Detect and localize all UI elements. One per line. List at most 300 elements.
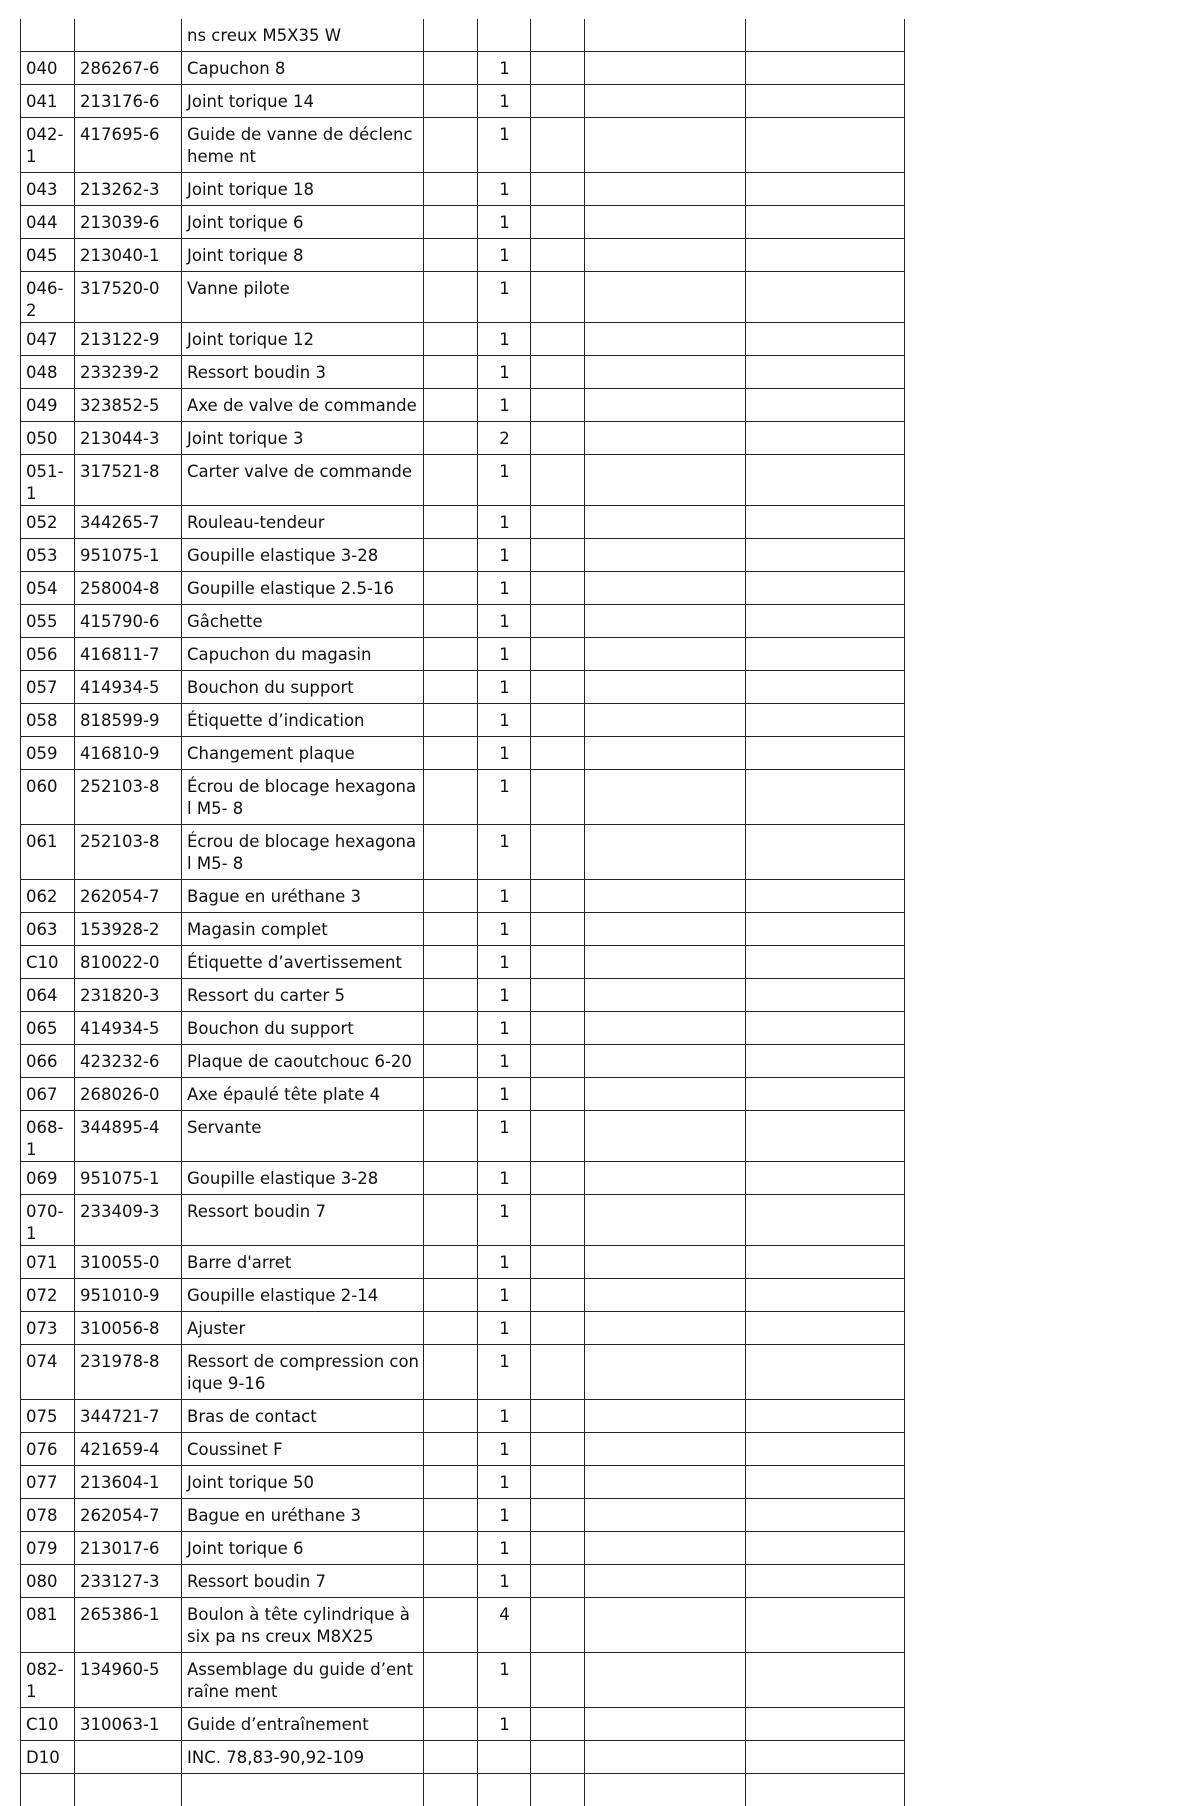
table-row	[21, 1774, 905, 1806]
quantity-cell	[478, 1774, 531, 1806]
empty-cell	[746, 422, 905, 455]
empty-cell	[424, 1279, 478, 1312]
part-number-cell: 810022-0	[75, 946, 182, 979]
table-row	[21, 1708, 905, 1741]
empty-cell	[424, 946, 478, 979]
empty-cell	[424, 206, 478, 239]
item-number-cell: 053	[21, 539, 75, 572]
table-row	[21, 323, 905, 356]
quantity-cell: 1	[478, 455, 531, 506]
empty-cell	[424, 1774, 478, 1806]
part-number-cell: 951075-1	[75, 539, 182, 572]
empty-cell	[531, 1774, 585, 1806]
item-number-cell: 046-2	[21, 272, 75, 323]
part-number-cell: 417695-6	[75, 118, 182, 173]
empty-cell	[746, 1111, 905, 1162]
table-row	[21, 1279, 905, 1312]
description-cell: Plaque de caoutchouc 6-20	[182, 1045, 424, 1078]
table-row	[21, 704, 905, 737]
parts-list-table	[20, 19, 905, 1806]
empty-cell	[531, 85, 585, 118]
table-row	[21, 272, 905, 323]
empty-cell	[531, 239, 585, 272]
description-cell: Ressort boudin 3	[182, 356, 424, 389]
part-number-cell: 262054-7	[75, 1499, 182, 1532]
quantity-cell: 1	[478, 1653, 531, 1708]
empty-cell	[746, 1246, 905, 1279]
description-cell: Joint torique 12	[182, 323, 424, 356]
description-cell: Guide de vanne de déclencheme nt	[182, 118, 424, 173]
empty-cell	[424, 1653, 478, 1708]
description-cell: Bague en uréthane 3	[182, 880, 424, 913]
empty-cell	[746, 1653, 905, 1708]
description-cell	[182, 1774, 424, 1806]
empty-cell	[746, 1708, 905, 1741]
quantity-cell: 1	[478, 1433, 531, 1466]
empty-cell	[585, 704, 746, 737]
empty-cell	[746, 605, 905, 638]
quantity-cell: 1	[478, 638, 531, 671]
empty-cell	[424, 173, 478, 206]
item-number-cell: 070-1	[21, 1195, 75, 1246]
empty-cell	[585, 272, 746, 323]
empty-cell	[746, 825, 905, 880]
quantity-cell: 1	[478, 118, 531, 173]
empty-cell	[424, 1111, 478, 1162]
quantity-cell: 1	[478, 52, 531, 85]
quantity-cell: 1	[478, 1078, 531, 1111]
empty-cell	[746, 671, 905, 704]
part-number-cell: 213044-3	[75, 422, 182, 455]
empty-cell	[585, 239, 746, 272]
item-number-cell	[21, 1774, 75, 1806]
description-cell: Vanne pilote	[182, 272, 424, 323]
description-cell: Bras de contact	[182, 1400, 424, 1433]
part-number-cell: 213017-6	[75, 1532, 182, 1565]
empty-cell	[585, 1012, 746, 1045]
empty-cell	[585, 1195, 746, 1246]
description-cell: Étiquette d’avertissement	[182, 946, 424, 979]
empty-cell	[585, 1312, 746, 1345]
part-number-cell: 265386-1	[75, 1598, 182, 1653]
quantity-cell: 2	[478, 422, 531, 455]
table-row	[21, 825, 905, 880]
empty-cell	[424, 1400, 478, 1433]
empty-cell	[424, 389, 478, 422]
table-row	[21, 539, 905, 572]
description-cell: Axe épaulé tête plate 4	[182, 1078, 424, 1111]
quantity-cell: 1	[478, 671, 531, 704]
table-row	[21, 173, 905, 206]
quantity-cell: 1	[478, 539, 531, 572]
part-number-cell: 951010-9	[75, 1279, 182, 1312]
empty-cell	[424, 825, 478, 880]
table-row	[21, 239, 905, 272]
empty-cell	[424, 85, 478, 118]
part-number-cell: 213262-3	[75, 173, 182, 206]
empty-cell	[531, 19, 585, 52]
empty-cell	[585, 506, 746, 539]
empty-cell	[585, 52, 746, 85]
quantity-cell	[478, 19, 531, 52]
description-cell: Rouleau-tendeur	[182, 506, 424, 539]
empty-cell	[585, 1532, 746, 1565]
part-number-cell: 213039-6	[75, 206, 182, 239]
quantity-cell	[478, 1741, 531, 1774]
table-row	[21, 422, 905, 455]
empty-cell	[424, 1012, 478, 1045]
item-number-cell: C10	[21, 1708, 75, 1741]
empty-cell	[531, 946, 585, 979]
empty-cell	[585, 1045, 746, 1078]
item-number-cell: 080	[21, 1565, 75, 1598]
empty-cell	[531, 1111, 585, 1162]
empty-cell	[424, 671, 478, 704]
part-number-cell: 258004-8	[75, 572, 182, 605]
empty-cell	[531, 1078, 585, 1111]
empty-cell	[424, 455, 478, 506]
empty-cell	[585, 572, 746, 605]
quantity-cell: 1	[478, 704, 531, 737]
empty-cell	[746, 173, 905, 206]
part-number-cell: 423232-6	[75, 1045, 182, 1078]
empty-cell	[746, 1774, 905, 1806]
empty-cell	[585, 1279, 746, 1312]
item-number-cell: 073	[21, 1312, 75, 1345]
description-cell: Écrou de blocage hexagonal M5- 8	[182, 825, 424, 880]
empty-cell	[746, 770, 905, 825]
empty-cell	[531, 1499, 585, 1532]
empty-cell	[746, 1195, 905, 1246]
table-row	[21, 572, 905, 605]
quantity-cell: 1	[478, 1279, 531, 1312]
description-cell: Goupille elastique 2.5-16	[182, 572, 424, 605]
table-row	[21, 1499, 905, 1532]
quantity-cell: 1	[478, 605, 531, 638]
table-row	[21, 1312, 905, 1345]
empty-cell	[746, 85, 905, 118]
part-number-cell: 344895-4	[75, 1111, 182, 1162]
empty-cell	[531, 1162, 585, 1195]
item-number-cell: 044	[21, 206, 75, 239]
empty-cell	[746, 638, 905, 671]
empty-cell	[531, 52, 585, 85]
part-number-cell: 252103-8	[75, 770, 182, 825]
description-cell: Ressort boudin 7	[182, 1565, 424, 1598]
quantity-cell: 1	[478, 1246, 531, 1279]
empty-cell	[424, 422, 478, 455]
table-row	[21, 605, 905, 638]
empty-cell	[746, 1565, 905, 1598]
quantity-cell: 1	[478, 825, 531, 880]
description-cell: Ajuster	[182, 1312, 424, 1345]
empty-cell	[585, 605, 746, 638]
description-cell: Bouchon du support	[182, 1012, 424, 1045]
item-number-cell: C10	[21, 946, 75, 979]
empty-cell	[746, 1499, 905, 1532]
empty-cell	[746, 880, 905, 913]
empty-cell	[424, 1708, 478, 1741]
table-row	[21, 389, 905, 422]
item-number-cell: 082-1	[21, 1653, 75, 1708]
table-row	[21, 913, 905, 946]
description-cell: Bouchon du support	[182, 671, 424, 704]
empty-cell	[531, 770, 585, 825]
empty-cell	[585, 1565, 746, 1598]
item-number-cell: 051-1	[21, 455, 75, 506]
quantity-cell: 1	[478, 85, 531, 118]
empty-cell	[531, 1279, 585, 1312]
part-number-cell: 233127-3	[75, 1565, 182, 1598]
part-number-cell: 252103-8	[75, 825, 182, 880]
empty-cell	[585, 118, 746, 173]
quantity-cell: 1	[478, 1162, 531, 1195]
part-number-cell: 262054-7	[75, 880, 182, 913]
description-cell: Capuchon du magasin	[182, 638, 424, 671]
quantity-cell: 1	[478, 979, 531, 1012]
part-number-cell: 414934-5	[75, 671, 182, 704]
table-row	[21, 1162, 905, 1195]
empty-cell	[424, 1078, 478, 1111]
quantity-cell: 1	[478, 173, 531, 206]
description-cell: Boulon à tête cylindrique à six pa ns creux M8X25	[182, 1598, 424, 1653]
empty-cell	[531, 539, 585, 572]
empty-cell	[746, 19, 905, 52]
table-row	[21, 1045, 905, 1078]
item-number-cell: 042-1	[21, 118, 75, 173]
empty-cell	[531, 880, 585, 913]
part-number-cell: 344265-7	[75, 506, 182, 539]
empty-cell	[746, 1078, 905, 1111]
empty-cell	[585, 737, 746, 770]
item-number-cell: 065	[21, 1012, 75, 1045]
empty-cell	[746, 572, 905, 605]
description-cell: Axe de valve de commande	[182, 389, 424, 422]
empty-cell	[585, 389, 746, 422]
empty-cell	[585, 913, 746, 946]
empty-cell	[424, 506, 478, 539]
empty-cell	[746, 1012, 905, 1045]
table-row	[21, 1741, 905, 1774]
empty-cell	[531, 1400, 585, 1433]
table-row	[21, 455, 905, 506]
table-row	[21, 206, 905, 239]
empty-cell	[424, 239, 478, 272]
part-number-cell: 231820-3	[75, 979, 182, 1012]
description-cell: Assemblage du guide d’entraîne ment	[182, 1653, 424, 1708]
quantity-cell: 1	[478, 770, 531, 825]
table-row	[21, 85, 905, 118]
description-cell: Changement plaque	[182, 737, 424, 770]
empty-cell	[585, 1400, 746, 1433]
empty-cell	[585, 946, 746, 979]
empty-cell	[585, 825, 746, 880]
item-number-cell: 077	[21, 1466, 75, 1499]
table-row	[21, 52, 905, 85]
table-row	[21, 737, 905, 770]
item-number-cell: 054	[21, 572, 75, 605]
empty-cell	[746, 1532, 905, 1565]
empty-cell	[585, 85, 746, 118]
part-number-cell: 415790-6	[75, 605, 182, 638]
empty-cell	[531, 1045, 585, 1078]
quantity-cell: 1	[478, 572, 531, 605]
description-cell: Joint torique 18	[182, 173, 424, 206]
description-cell: Joint torique 8	[182, 239, 424, 272]
description-cell: Coussinet F	[182, 1433, 424, 1466]
empty-cell	[424, 1162, 478, 1195]
empty-cell	[424, 19, 478, 52]
item-number-cell: 041	[21, 85, 75, 118]
item-number-cell: 049	[21, 389, 75, 422]
empty-cell	[585, 1774, 746, 1806]
empty-cell	[746, 539, 905, 572]
item-number-cell: 067	[21, 1078, 75, 1111]
part-number-cell: 310055-0	[75, 1246, 182, 1279]
empty-cell	[424, 605, 478, 638]
empty-cell	[746, 1400, 905, 1433]
item-number-cell: 059	[21, 737, 75, 770]
empty-cell	[531, 323, 585, 356]
empty-cell	[531, 979, 585, 1012]
description-cell: Servante	[182, 1111, 424, 1162]
table-row	[21, 979, 905, 1012]
quantity-cell: 1	[478, 1045, 531, 1078]
empty-cell	[585, 880, 746, 913]
empty-cell	[585, 1499, 746, 1532]
empty-cell	[424, 1433, 478, 1466]
table-row	[21, 1012, 905, 1045]
description-cell: Joint torique 3	[182, 422, 424, 455]
empty-cell	[585, 1653, 746, 1708]
empty-cell	[424, 1045, 478, 1078]
description-cell: Bague en uréthane 3	[182, 1499, 424, 1532]
part-number-cell: 416811-7	[75, 638, 182, 671]
part-number-cell: 231978-8	[75, 1345, 182, 1400]
empty-cell	[585, 1078, 746, 1111]
empty-cell	[585, 206, 746, 239]
item-number-cell: 048	[21, 356, 75, 389]
empty-cell	[746, 1345, 905, 1400]
description-cell: Étiquette d’indication	[182, 704, 424, 737]
item-number-cell: 063	[21, 913, 75, 946]
empty-cell	[531, 913, 585, 946]
part-number-cell: 323852-5	[75, 389, 182, 422]
part-number-cell: 268026-0	[75, 1078, 182, 1111]
empty-cell	[424, 1466, 478, 1499]
empty-cell	[424, 638, 478, 671]
item-number-cell: 061	[21, 825, 75, 880]
empty-cell	[531, 1195, 585, 1246]
empty-cell	[746, 323, 905, 356]
empty-cell	[531, 1565, 585, 1598]
empty-cell	[424, 1741, 478, 1774]
empty-cell	[531, 173, 585, 206]
empty-cell	[585, 671, 746, 704]
table-row	[21, 1653, 905, 1708]
empty-cell	[585, 1433, 746, 1466]
table-row	[21, 638, 905, 671]
description-cell: Ressort du carter 5	[182, 979, 424, 1012]
empty-cell	[585, 455, 746, 506]
description-cell: Carter valve de commande	[182, 455, 424, 506]
item-number-cell: 057	[21, 671, 75, 704]
empty-cell	[585, 1741, 746, 1774]
parts-list-body	[21, 19, 905, 1806]
empty-cell	[585, 1162, 746, 1195]
empty-cell	[424, 913, 478, 946]
quantity-cell: 1	[478, 1532, 531, 1565]
quantity-cell: 1	[478, 272, 531, 323]
empty-cell	[585, 1466, 746, 1499]
empty-cell	[746, 118, 905, 173]
item-number-cell: 075	[21, 1400, 75, 1433]
empty-cell	[585, 19, 746, 52]
quantity-cell: 1	[478, 389, 531, 422]
quantity-cell: 1	[478, 239, 531, 272]
part-number-cell: 344721-7	[75, 1400, 182, 1433]
empty-cell	[585, 1598, 746, 1653]
item-number-cell: 081	[21, 1598, 75, 1653]
part-number-cell: 213122-9	[75, 323, 182, 356]
empty-cell	[531, 272, 585, 323]
item-number-cell: 062	[21, 880, 75, 913]
empty-cell	[746, 1598, 905, 1653]
description-cell: Joint torique 6	[182, 1532, 424, 1565]
part-number-cell: 310056-8	[75, 1312, 182, 1345]
table-row	[21, 1195, 905, 1246]
item-number-cell: 047	[21, 323, 75, 356]
empty-cell	[531, 638, 585, 671]
item-number-cell: 043	[21, 173, 75, 206]
part-number-cell	[75, 1774, 182, 1806]
empty-cell	[531, 206, 585, 239]
item-number-cell: 040	[21, 52, 75, 85]
empty-cell	[424, 1532, 478, 1565]
empty-cell	[531, 1312, 585, 1345]
empty-cell	[424, 539, 478, 572]
quantity-cell: 1	[478, 946, 531, 979]
quantity-cell: 1	[478, 1466, 531, 1499]
table-row	[21, 1111, 905, 1162]
part-number-cell	[75, 19, 182, 52]
quantity-cell: 1	[478, 356, 531, 389]
empty-cell	[531, 825, 585, 880]
item-number-cell	[21, 19, 75, 52]
description-cell: Ressort boudin 7	[182, 1195, 424, 1246]
empty-cell	[424, 572, 478, 605]
empty-cell	[531, 1598, 585, 1653]
table-row	[21, 1532, 905, 1565]
empty-cell	[531, 389, 585, 422]
item-number-cell: 058	[21, 704, 75, 737]
table-row	[21, 356, 905, 389]
item-number-cell: 055	[21, 605, 75, 638]
empty-cell	[531, 671, 585, 704]
table-row	[21, 118, 905, 173]
empty-cell	[531, 1466, 585, 1499]
empty-cell	[746, 704, 905, 737]
quantity-cell: 1	[478, 737, 531, 770]
quantity-cell: 1	[478, 206, 531, 239]
empty-cell	[424, 1565, 478, 1598]
part-number-cell: 310063-1	[75, 1708, 182, 1741]
empty-cell	[531, 1653, 585, 1708]
description-cell: Ressort de compression conique 9-16	[182, 1345, 424, 1400]
quantity-cell: 1	[478, 1012, 531, 1045]
empty-cell	[746, 356, 905, 389]
part-number-cell: 317520-0	[75, 272, 182, 323]
